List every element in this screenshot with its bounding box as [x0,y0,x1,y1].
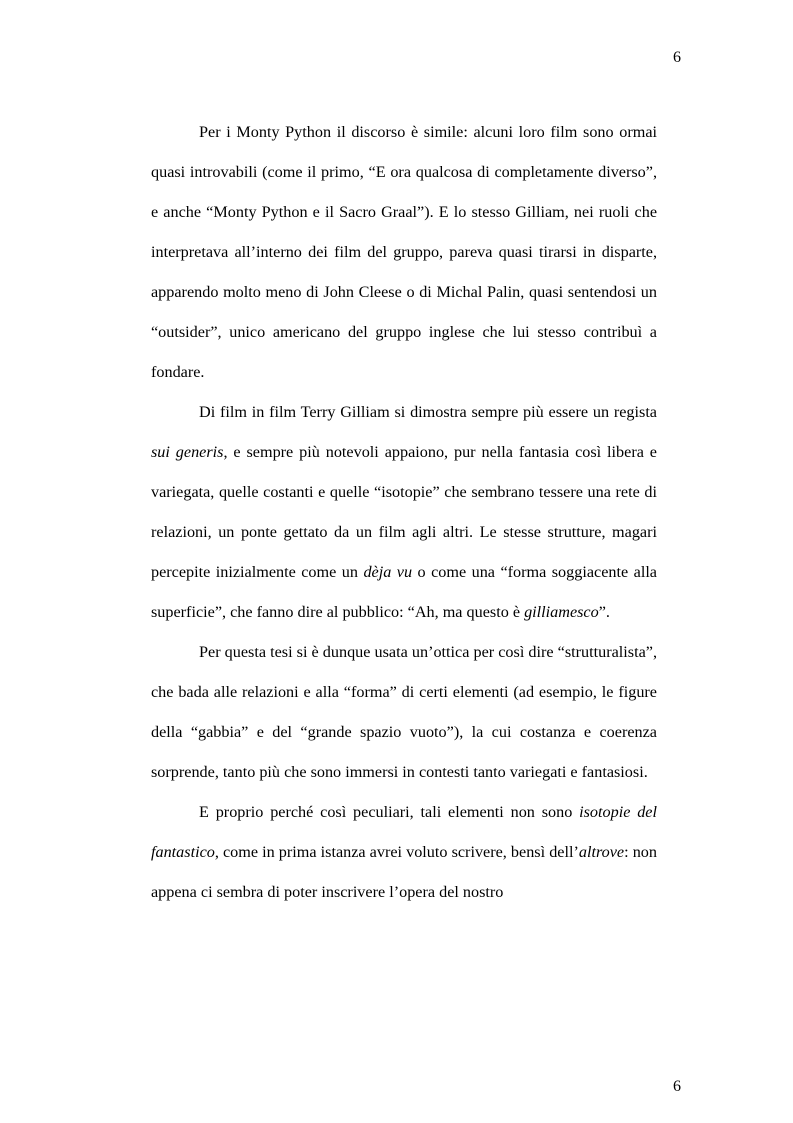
italic-term: sui generis [151,443,224,461]
text-segment: , e sempre più notevoli appaiono, pur nella fantasia così libera e variegata, quelle costanti e quelle “isotopie” che sembrano tessere una rete di relazioni, un ponte gettato da un film agli altri. Le stesse strutture, magari percepite inizialmente come un [151,443,657,581]
text-segment: E proprio perché così peculiari, tali elementi non sono [199,803,580,821]
italic-term: isotopie del fantastico [151,803,657,861]
italic-term: dèja vu [363,563,413,581]
paragraph [151,632,657,792]
text-segment: Per i Monty Python il discorso è simile: alcuni loro film sono ormai quasi introvabili (come il primo, “E ora qualcosa di completamente diverso”, e anche “Monty Python e il Sacro Graal”). E lo stesso Gilliam, nei ruoli che interpretava all’interno dei film del gruppo, pareva quasi tirarsi in disparte, apparendo molto meno di John Cleese o di Michal Palin, quasi sentendosi un “outsider”, unico americano del gruppo inglese che lui stesso contribuì a fondare. [151,123,657,381]
italic-term: altrove [578,843,625,861]
text-segment: : non appena ci sembra di poter inscrivere l’opera del nostro [151,843,657,901]
page-number-bottom: 6 [673,1078,681,1095]
italic-term: gilliamesco [524,603,599,621]
text-segment: ”. [598,603,610,621]
page-number-top: 6 [673,49,681,66]
body-text [151,112,657,912]
text-segment: Per questa tesi si è dunque usata un’ottica per così dire “strutturalista”, che bada alle relazioni e alla “forma” di certi elementi (ad esempio, le figure della “gabbia” e del “grande spazio vuoto”), la cui costanza e coerenza sorprende, tanto più che sono immersi in contesti tanto variegati e fantasiosi. [151,643,657,781]
paragraph [151,792,657,912]
paragraph [151,392,657,632]
text-segment: Di film in film Terry Gilliam si dimostra sempre più essere un regista [199,403,657,421]
text-segment: o come una “forma soggiacente alla superficie”, che fanno dire al pubblico: “Ah, ma questo è [151,563,657,621]
text-segment: , come in prima istanza avrei voluto scrivere, bensì dell’ [214,843,579,861]
paragraph [151,112,657,392]
